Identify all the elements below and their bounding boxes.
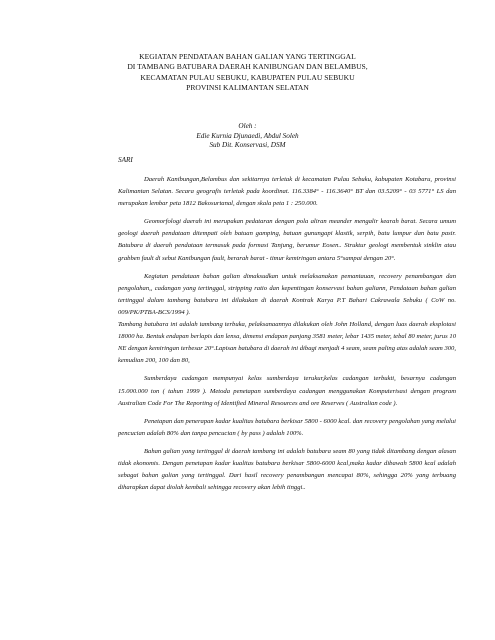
paragraph: Bahan galian yang tertinggal di daerah tambang ini adalah batubara seam 80 yang tidak ditambang dengan alasan tidak ekonomis. Dengan penetapan kadar kualitas batubara berkisar 5800-6000 kcal,maka kadar dibawah 5800 kcal adalah sebagai bahan galian yang tertinggal. Dari hasil recovery penambangan mencapai 80%, sehingga 20% yang terbuang diharapkan dapat diolah kembali sehingga recovery akan lebih tinggi..	[118, 447, 456, 492]
paragraph: Tambang batubara ini adalah tambang terbuka, pelaksanaannya dilakukan oleh John Holland, dengan luas daerah eksplotasi 18000 ha. Bentuk endapan berlapis dan lensa, dimensi endapan panjang 3581 meter, lebar 1435 meter, tebal 80 meter, jurus 10 NE dengan kemiringan terbesar 20°.Lapisan batubara di daerah ini dibagi menjadi 4 seam, seam paling atas adalah seam 300, kemudian 200, 100 dan 80,	[118, 321, 456, 365]
abstract-body	[118, 174, 456, 500]
paragraph: Sumberdaya cadangan mempunyai kelas sumberdaya terukur,kelas cadangan terbukti, besarnya cadangan 15.000.000 ton ( tahun 1999 ). Metoda penetapan sumberdaya cadangan menggunakan Komputerisasi dengan program Australian Code For The Reporting of Identified Mineral Resources and ore Reserves ( Australian code ).	[118, 375, 456, 407]
sari-heading: SARI	[118, 156, 133, 164]
author-block	[0, 122, 495, 151]
title-line: KECAMATAN PULAU SEBUKU, KABUPATEN PULAU SEBUKU	[140, 72, 355, 82]
author-label: Oleh :	[238, 122, 257, 130]
title-line: KEGIATAN PENDATAAN BAHAN GALIAN YANG TERTINGGAL	[139, 52, 356, 61]
document-title	[0, 52, 495, 93]
author-affiliation: Sub Dit. Konservasi, DSM	[209, 141, 286, 150]
title-line: DI TAMBANG BATUBARA DAERAH KANIBUNGAN DAN BELAMBUS,	[127, 62, 368, 72]
paragraph: Daerah Kanibungan,Belambus dan sekitarnya terletak di kecamatan Pulau Sebuku, kabupaten Kotabaru, provinsi Kalimantan Selatan. Secara geografis terletak pada koordinat. 116.3384° - 116.3640° BT dan 03.5209° - 03 5771° LS dan merupakan lembar peta 1812 Bakosurtanal, dengan skala peta 1 : 250.000.	[118, 176, 456, 208]
author-names: Edie Kurnia Djunaedi, Abdul Soleh	[196, 131, 299, 140]
paragraph: Penetapan dan penerapan kadar kualitas batubara berkisar 5800 - 6000 kcal. dan recovery pengolahan yang melalui pencucian adalah 80% dan tanpa pencucian ( by pass ) adalah 100%.	[118, 417, 456, 437]
paragraph: Geomorfologi daerah ini merupakan pedataran dengan pola aliran meander mengalir kearah barat. Secara umum geologi daerah pendataan ditempati oleh batuan gamping, batuan gunungapi klastik, serpih, batu lumpur dan batu pasir. Batubara di daerah pendataan termasuk pada formasi Tanjung, berumur Eosen.. Struktur geologi membentuk sinklin atau grabben fault di sebut Kanibungan fault, berarah barat - timur kemiringan antara 5°sampai dengan 20°.	[118, 218, 456, 262]
title-line: PROVINSI KALIMANTAN SELATAN	[186, 82, 309, 92]
paragraph: Kegiatan pendataan bahan galian dimaksudkan untuk melaksanakan pemantauan, recovery penambangan dan pengolahan,, cadangan yang tertinggal, stripping ratio dan kepentingan konservasi bahan galiann, Pendataan bahan galian tertinggal dalam tambang batubara ini dilakukan di daerah Kontrak Karya P.T Bahari Cakrawala Sebuku ( CoW no. 009/PK/PTBA-BCS/1994 ).	[118, 272, 456, 316]
